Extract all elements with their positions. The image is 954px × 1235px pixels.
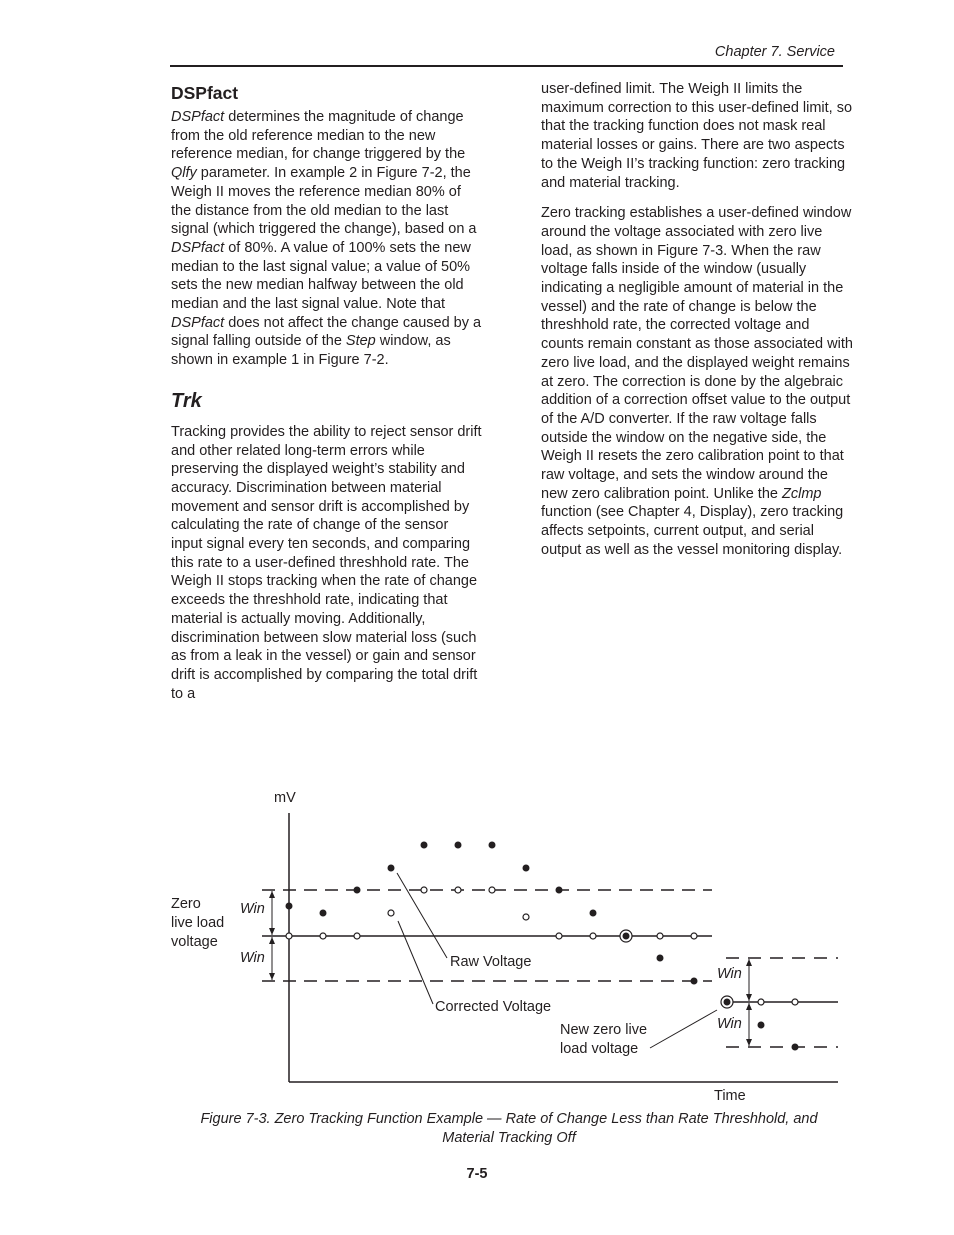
corrected-point [657, 933, 663, 939]
win-label-upper: Win [240, 901, 265, 917]
zero-label-line-3: voltage [171, 934, 218, 950]
corrected-voltage-points [286, 887, 798, 1005]
raw-voltage-leader [397, 873, 447, 958]
trk-paragraph: Tracking provides the ability to reject sensor drift and other related long-term errors while preserving the displayed weight’s stability and accuracy. Discrimination between material movement and sensor drift is accomplished by calculating the rate of change of the sensor input signal every ten seconds, and comparing this rate to a user-defined threshhold rate. The Weigh II stops tracking when the rate of change exceeds the threshhold rate, indicating that material is actually moving. Additionally, discrimination between slow material loss (such as from a leak in the vessel) or gain and sensor drift is accomplished by comparing the total drift to a [171, 423, 482, 702]
win-label-lower: Win [240, 950, 265, 966]
tracking-continued-paragraph: user-defined limit. The Weigh II limits the maximum correction to this user-defined limit, so that the tracking function does not mask real material losses or gains. There are two aspects to the Weigh II’s tracking function: zero tracking and material tracking. [541, 81, 853, 191]
corrected-point [523, 914, 529, 920]
raw-voltage-label: Raw Voltage [450, 954, 532, 970]
raw-point [758, 1022, 765, 1029]
new-zero-label-line-2: load voltage [560, 1041, 639, 1057]
corrected-point [590, 933, 596, 939]
corrected-point [354, 933, 360, 939]
corrected-voltage-leader [398, 921, 433, 1004]
raw-point [489, 842, 496, 849]
corrected-voltage-label: Corrected Voltage [435, 999, 552, 1015]
corrected-point [556, 933, 562, 939]
corrected-point [320, 933, 326, 939]
page-number: 7-5 [466, 1166, 488, 1182]
corrected-point [286, 933, 292, 939]
chapter-title: Chapter 7. Service [714, 44, 835, 60]
raw-point [388, 865, 395, 872]
raw-point [320, 910, 327, 917]
trk-heading: Trk [171, 389, 202, 412]
corrected-point [455, 887, 461, 893]
zero-tracking-paragraph: Zero tracking establishes a user-defined window around the voltage associated with zero live load, as shown in Figure 7-3. When the raw voltage falls inside of the window (usually indicating a negligible amount of material in the vessel) and the rate of change is below the threshhold rate, the corrected voltage and counts remain constant as those associated with zero live load, and the displayed weight remains at zero. The correction is done by the algebraic addition of a correction offset value to the output of the A/D converter. If the raw voltage falls outside the window on the negative side, the Weigh II resets the zero calibration point to that raw voltage, and sets the window around the new zero calibration point. Unlike the Zclmp function (see Chapter 4, Display), zero tracking affects setpoints, current output, and serial output as well as the vessel monitoring display. [541, 205, 853, 558]
raw-point [455, 842, 462, 849]
page-header [170, 42, 843, 67]
y-axis-label: mV [274, 790, 296, 806]
win-label-new-lower: Win [717, 1016, 742, 1032]
corrected-point [421, 887, 427, 893]
new-zero-label-line-1: New zero live [560, 1022, 648, 1038]
corrected-point [691, 933, 697, 939]
corrected-point [792, 999, 798, 1005]
figure-7-3 [0, 780, 954, 1115]
raw-point [286, 903, 293, 910]
bullseye-inner [623, 933, 630, 940]
zero-label-line-2: live load [171, 915, 225, 931]
zero-label-line-1: Zero [171, 896, 201, 912]
win-label-new-upper: Win [717, 966, 742, 982]
raw-point [421, 842, 428, 849]
raw-point [657, 955, 664, 962]
caption-line-2: Material Tracking Off [442, 1130, 576, 1146]
raw-point [354, 887, 361, 894]
raw-point [590, 910, 597, 917]
figure-caption [170, 1110, 848, 1148]
raw-point [792, 1044, 799, 1051]
raw-point [556, 887, 563, 894]
new-zero-leader [650, 1010, 717, 1048]
raw-point [691, 978, 698, 985]
corrected-point [758, 999, 764, 1005]
raw-point [523, 865, 530, 872]
right-column [541, 80, 853, 560]
dspfact-paragraph: DSPfact determines the magnitude of change from the old reference median to the new reference median, for change triggered by the Qlfy parameter. In example 2 in Figure 7-2, the Weigh II moves the reference median 80% of the distance from the old median to the last signal (which triggered the change), based on a DSPfact of 80%. A value of 100% sets the new median to the last signal value; a value of 50% sets the new median halfway between the old median and the last signal value. Note that DSPfact does not affect the change caused by a signal falling outside of the Step window, as shown in example 1 in Figure 7-2. [171, 109, 482, 369]
corrected-point [489, 887, 495, 893]
caption-line-1: Figure 7-3. Zero Tracking Function Example — Rate of Change Less than Rate Threshhold, and [200, 1111, 818, 1127]
dspfact-heading: DSPfact [171, 83, 239, 103]
corrected-point [388, 910, 394, 916]
zero-tracking-diagram [0, 780, 954, 1115]
bullseye-inner [724, 999, 731, 1006]
left-column [171, 80, 483, 703]
x-axis-label: Time [714, 1088, 746, 1104]
